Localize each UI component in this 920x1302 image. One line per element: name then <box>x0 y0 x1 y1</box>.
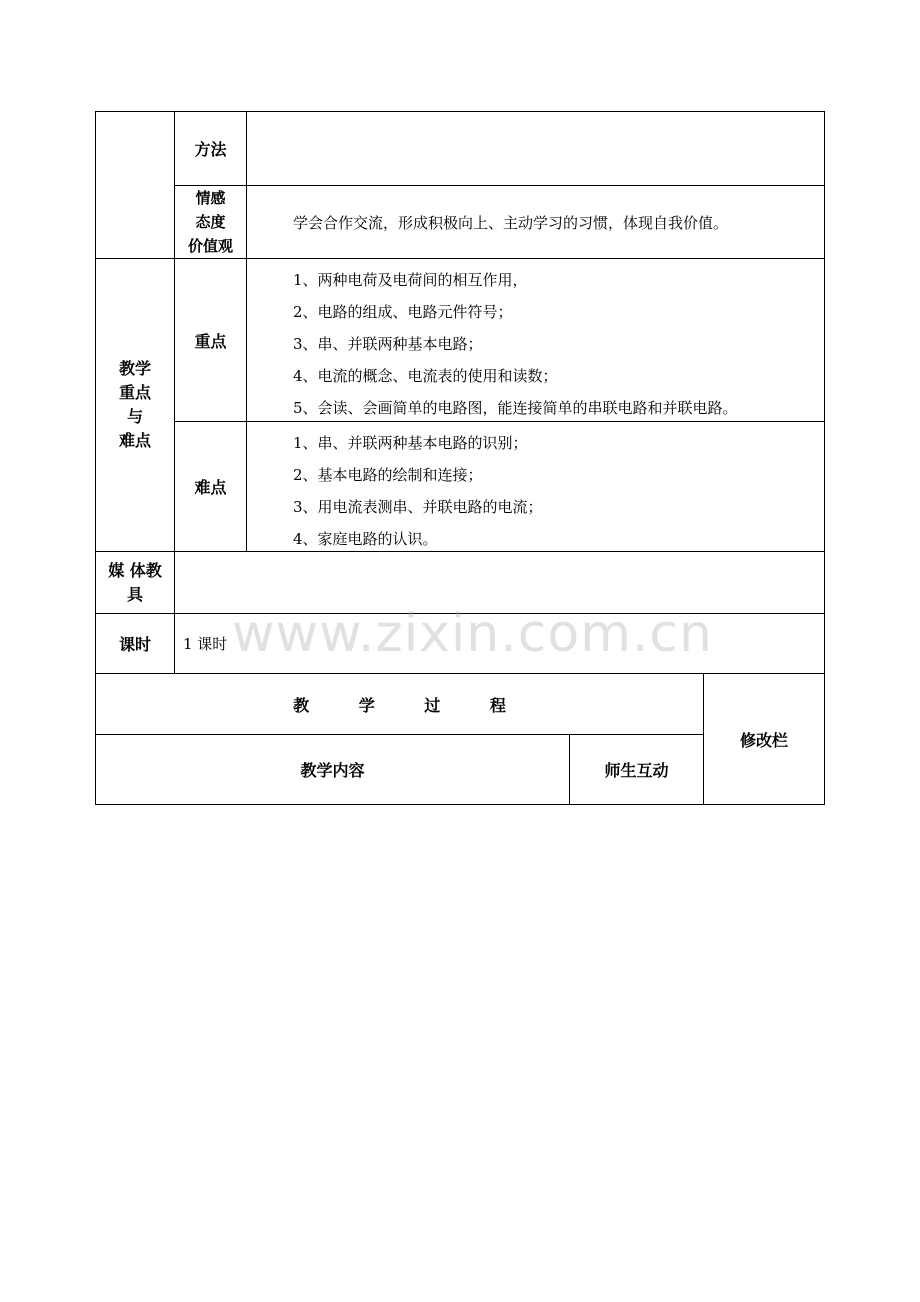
revision-column-label: 修改栏 <box>703 673 825 805</box>
key-point-item: 3、串、并联两种基本电路； <box>293 335 483 353</box>
key-difficult-label-line: 与 <box>126 407 143 426</box>
site-watermark: www.zixin.com.cn <box>232 604 713 664</box>
teaching-content-header: 教学内容 <box>95 734 570 805</box>
media-label-line: 媒 体教 <box>108 560 162 580</box>
difficult-point-item: 2、基本电路的绘制和连接； <box>293 466 483 484</box>
key-point-item: 4、电流的概念、电流表的使用和读数； <box>293 367 558 385</box>
period-value: 1 课时 <box>174 613 825 674</box>
difficult-point-item: 4、家庭电路的认识。 <box>293 530 438 548</box>
method-label: 方法 <box>174 111 247 186</box>
difficult-points-label: 难点 <box>174 421 247 552</box>
key-difficult-label-line: 教学 <box>118 359 151 378</box>
media-label <box>95 551 175 614</box>
emotion-label-line: 情感 <box>195 189 226 207</box>
key-points-label: 重点 <box>174 258 247 422</box>
difficult-point-item: 1、串、并联两种基本电路的识别； <box>293 434 528 452</box>
key-point-item: 2、电路的组成、电路元件符号； <box>293 303 513 321</box>
emotion-label-line: 态度 <box>195 213 226 231</box>
process-title: 教 学 过 程 <box>95 673 704 735</box>
key-difficult-label-line: 难点 <box>118 431 151 450</box>
difficult-points-content <box>246 421 825 552</box>
key-difficult-label <box>95 258 175 552</box>
interaction-header: 师生互动 <box>569 734 704 805</box>
emotion-label-line: 价值观 <box>187 237 233 255</box>
objectives-left-cell <box>95 111 175 259</box>
key-difficult-label-line: 重点 <box>118 383 151 402</box>
emotion-content: 学会合作交流，形成积极向上、主动学习的习惯，体现自我价值。 <box>246 185 825 259</box>
key-point-item: 1、两种电荷及电荷间的相互作用， <box>293 271 528 289</box>
key-point-item: 5、会读、会画简单的电路图，能连接简单的串联电路和并联电路。 <box>293 399 738 417</box>
period-label: 课时 <box>95 613 175 674</box>
emotion-label <box>174 185 247 259</box>
media-label-line: 具 <box>126 584 143 604</box>
key-points-content <box>246 258 825 422</box>
difficult-point-item: 3、用电流表测串、并联电路的电流； <box>293 498 543 516</box>
media-content <box>174 551 825 614</box>
method-content <box>246 111 825 186</box>
